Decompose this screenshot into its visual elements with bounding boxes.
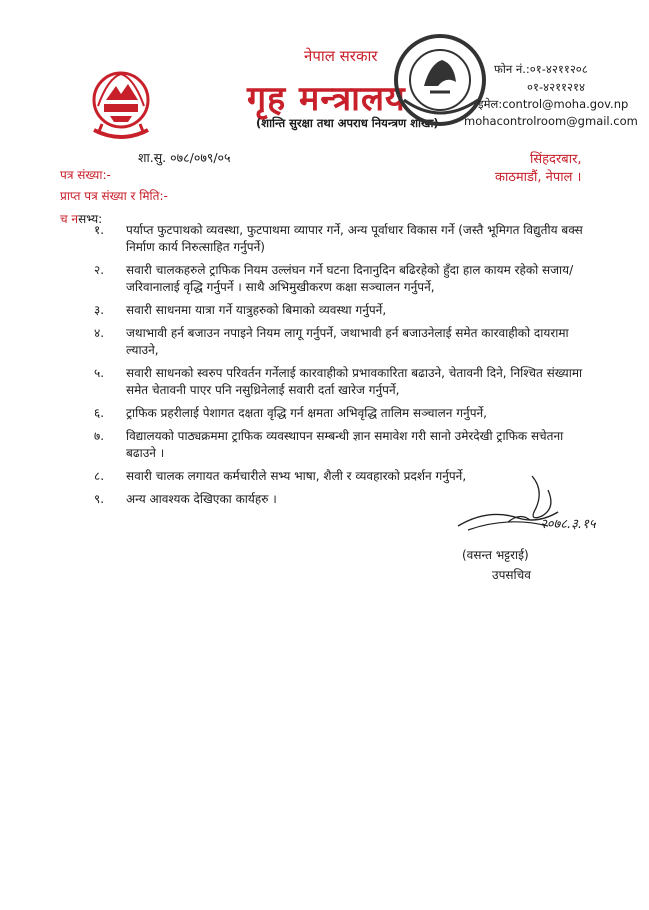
contact-phone-1: फोन नं.:०१-४२११२०८ xyxy=(494,62,588,76)
place-line-1: सिंहदरबार, xyxy=(530,152,582,167)
signature-date: २०७८.३.१५ xyxy=(540,517,596,532)
place-line-2: काठमाडौं, नेपाल । xyxy=(495,170,582,185)
contact-phone-2: ०१-४२११२१४ xyxy=(527,80,585,94)
signer-title: उपसचिव xyxy=(492,568,531,582)
list-item-number: १. xyxy=(94,223,105,237)
list-item-number: ८. xyxy=(94,469,105,483)
list-item xyxy=(60,365,590,399)
letter-number-label: पत्र संख्या:- xyxy=(60,168,111,182)
points-list xyxy=(60,222,590,508)
list-item xyxy=(60,262,590,296)
list-item-number: २. xyxy=(94,263,105,277)
list-item-text: सवारी साधनको स्वरुप परिवर्तन गर्नेलाई कारवाहीको प्रभावकारिता बढाउने, चेतावनी दिने, निश्चित संख्यामा समेत चेतावनी पाएर पनि नसुध्रिनेलाई सवारी दर्ता खारेज गर्नुपर्ने, xyxy=(126,366,583,397)
list-item-text: सवारी साधनमा यात्रा गर्ने यात्रुहरुको बिमाको व्यवस्था गर्नुपर्ने, xyxy=(126,303,387,317)
list-item-number: ५. xyxy=(94,366,105,380)
list-item xyxy=(60,428,590,462)
subject-heading-text: सभ्य: xyxy=(78,212,103,226)
list-item-text: सवारी चालक लगायत कर्मचारीले सभ्य भाषा, शैली र व्यवहारको प्रदर्शन गर्नुपर्ने, xyxy=(126,469,467,483)
contact-email-1: इमेल:control@moha.gov.np xyxy=(478,97,629,111)
list-item xyxy=(60,405,590,422)
list-item-text: अन्य आवश्यक देखिएका कार्यहरु । xyxy=(126,492,277,506)
list-item-number: ४. xyxy=(94,326,105,340)
nepal-emblem-logo xyxy=(88,60,154,150)
contact-email-2: mohacontrolroom@gmail.com xyxy=(464,114,638,128)
subject-mark: च न xyxy=(60,212,79,226)
ministry-subtitle: (शान्ति सुरक्षा तथा अपराध नियन्त्रण शाखा) xyxy=(256,116,439,130)
handwritten-signature xyxy=(448,468,598,550)
list-item-text: सवारी चालकहरुले ट्राफिक नियम उल्लंघन गर्ने घटना दिनानुदिन बढिरहेको हुँदा हाल कायम रहेको सजाय/जरिवानालाई वृद्धि गर्नुपर्ने । साथै अभिमुखीकरण कक्षा सञ्चालन गर्नुपर्ने, xyxy=(126,263,574,294)
list-item-text: पर्याप्त फुटपाथको व्यवस्था, फुटपाथमा व्यापार गर्ने, अन्य पूर्वाधार विकास गर्ने (जस्तै भूमिगत विद्युतीय बक्स निर्माण कार्य निरुत्साहित गर्नुपर्ने) xyxy=(126,223,583,254)
list-item-number: ७. xyxy=(94,429,105,443)
government-name: नेपाल सरकार xyxy=(304,47,378,65)
list-item-number: ३. xyxy=(94,303,105,317)
list-item-text: ट्राफिक प्रहरीलाई पेशागत दक्षता वृद्धि गर्न क्षमता अभिवृद्धि तालिम सञ्चालन गर्नुपर्ने, xyxy=(126,406,487,420)
list-item-text: जथाभावी हर्न बजाउन नपाइने नियम लागू गर्नुपर्ने, जथाभावी हर्न बजाउनेलाई समेत कारवाहीको दायरामा ल्याउने, xyxy=(126,326,569,357)
ministry-title: गृह मन्त्रालय xyxy=(247,79,406,119)
signer-name: (वसन्त भट्टराई) xyxy=(462,548,529,562)
received-letter-label: प्राप्त पत्र संख्या र मिति:- xyxy=(60,189,168,203)
list-item xyxy=(60,325,590,359)
list-item xyxy=(60,302,590,319)
list-item-text: विद्यालयको पाठ्यक्रममा ट्राफिक व्यवस्थापन सम्बन्धी ज्ञान समावेश गरी सानो उमेरदेखी ट्राफिक सचेतना बढाउने । xyxy=(126,429,564,460)
list-item xyxy=(60,222,590,256)
list-item-number: ६. xyxy=(94,406,105,420)
reference-number: शा.सु. ०७८/०७९/०५ xyxy=(138,150,231,165)
list-item-number: ९. xyxy=(94,492,105,506)
